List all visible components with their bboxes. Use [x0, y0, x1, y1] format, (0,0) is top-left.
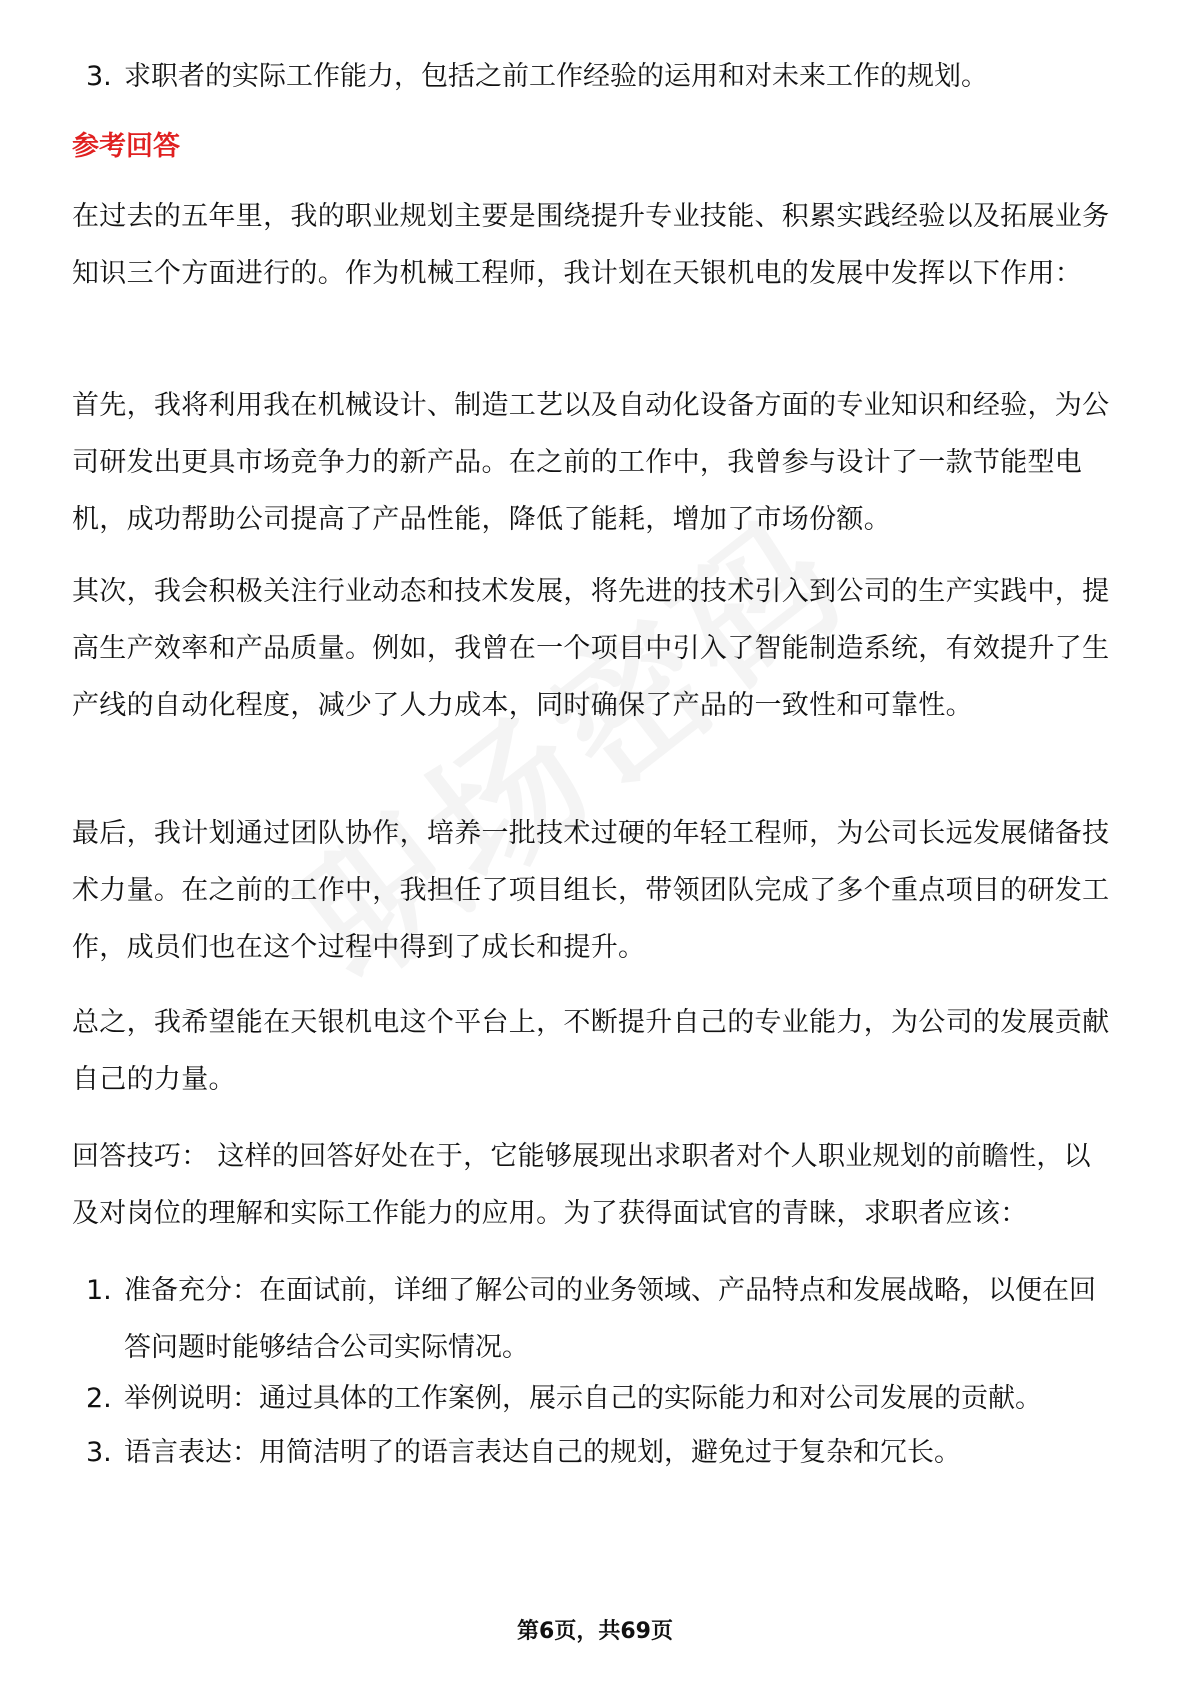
list-number: 2.	[86, 1383, 112, 1414]
page-footer: 第6页，共69页	[517, 1619, 673, 1644]
list-number: 3.	[86, 1437, 112, 1468]
paragraph-tips-intro: 回答技巧： 这样的回答好处在于，它能够展现出求职者对个人职业规划的前瞻性，以及对岗位的理解和实际工作能力的应用。为了获得面试官的青睐，求职者应该：	[72, 1141, 1091, 1229]
paragraph-conclusion: 总之，我希望能在天银机电这个平台上，不断提升自己的专业能力，为公司的发展贡献自己的力量。	[72, 1007, 1110, 1095]
list-number: 1.	[86, 1275, 112, 1306]
list-text: 举例说明：通过具体的工作案例，展示自己的实际能力和对公司发展的贡献。	[124, 1383, 1042, 1414]
paragraph-second: 其次，我会积极关注行业动态和技术发展，将先进的技术引入到公司的生产实践中，提高生产效率和产品质量。例如，我曾在一个项目中引入了智能制造系统，有效提升了生产线的自动化程度，减少了人力成本，同时确保了产品的一致性和可靠性。	[72, 576, 1110, 721]
list-item	[72, 1370, 1118, 1427]
list-item	[72, 48, 1118, 105]
paragraph-first: 首先，我将利用我在机械设计、制造工艺以及自动化设备方面的专业知识和经验，为公司研发出更具市场竞争力的新产品。在之前的工作中，我曾参与设计了一款节能型电机，成功帮助公司提高了产品性能，降低了能耗，增加了市场份额。	[72, 390, 1110, 535]
list-item	[72, 1262, 1118, 1376]
section-heading: 参考回答	[72, 131, 180, 162]
list-text: 准备充分：在面试前，详细了解公司的业务领域、产品特点和发展战略，以便在回答问题时能够结合公司实际情况。	[124, 1275, 1096, 1363]
paragraph-intro: 在过去的五年里，我的职业规划主要是围绕提升专业技能、积累实践经验以及拓展业务知识三个方面进行的。作为机械工程师，我计划在天银机电的发展中发挥以下作用：	[72, 201, 1110, 289]
paragraph-third: 最后，我计划通过团队协作，培养一批技术过硬的年轻工程师，为公司长远发展储备技术力量。在之前的工作中，我担任了项目组长，带领团队完成了多个重点项目的研发工作，成员们也在这个过程中得到了成长和提升。	[72, 818, 1110, 963]
list-number: 3.	[86, 61, 112, 92]
list-item	[72, 1424, 1118, 1481]
list-text: 语言表达：用简洁明了的语言表达自己的规划，避免过于复杂和冗长。	[124, 1437, 961, 1468]
list-text: 求职者的实际工作能力，包括之前工作经验的运用和对未来工作的规划。	[124, 61, 988, 92]
